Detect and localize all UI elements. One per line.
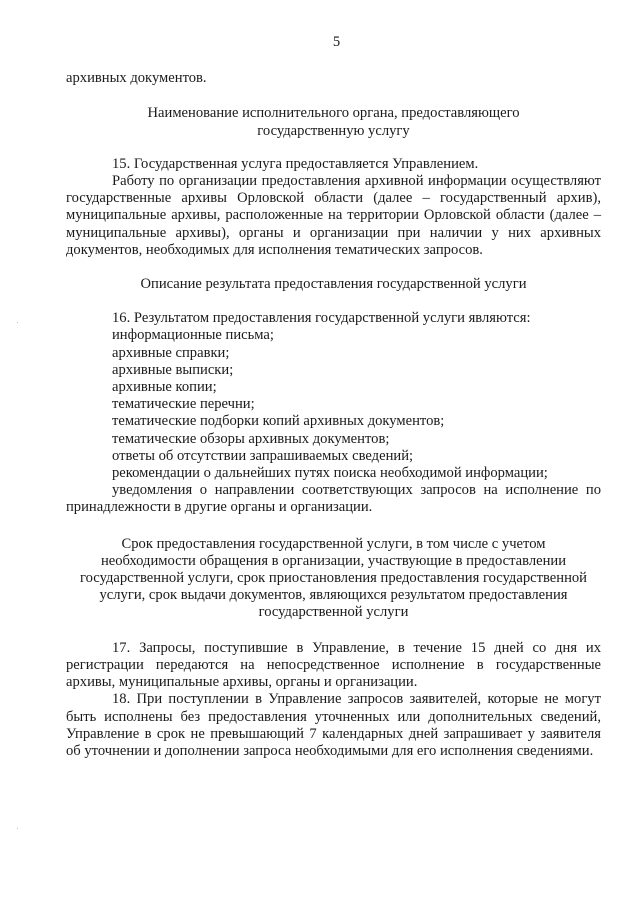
opening-fragment: архивных документов. (66, 70, 207, 87)
section-heading-line: государственную услугу (257, 122, 410, 139)
section-executive-body (66, 105, 601, 259)
result-list-item: информационные письма; (112, 327, 274, 344)
scan-speck (17, 828, 18, 829)
section-heading-line: Наименование исполнительного органа, предоставляющего (147, 105, 520, 122)
result-list-item: тематические обзоры архивных документов; (112, 430, 390, 447)
section-service-deadlines (66, 536, 601, 760)
paragraph-17: 17. Запросы, поступившие в Управление, в течение 15 дней со дня их регистрации передаются на непосредственное исполнение в государственные архивы, муниципальные архивы, органы и организации. (66, 639, 601, 691)
section-heading: Описание результата предоставления государственной услуги (140, 276, 527, 293)
result-list-item: рекомендации о дальнейших путях поиска необходимой информации; (112, 465, 548, 482)
paragraph-archives: Работу по организации предоставления архивной информации осуществляют государственные архивы Орловской области (далее – государственный архив), муниципальные архивы, расположенные на территории Орловской области (далее – муниципальные архивы), органы и организации при наличии у них архивных документов, необходимых для исполнения тематических запросов. (66, 173, 601, 258)
result-list-item: архивные выписки; (112, 361, 234, 378)
section-heading-line: услуги, срок выдачи документов, являющихся результатом предоставления (99, 587, 568, 604)
document-page (66, 34, 601, 760)
section-heading-line: государственной услуги (258, 604, 409, 621)
scan-speck (17, 322, 18, 323)
result-list-item: тематические подборки копий архивных документов; (112, 413, 445, 430)
section-heading (66, 105, 601, 139)
paragraph-18: 18. При поступлении в Управление запросов заявителей, которые не могут быть исполнены без предоставления уточненных или дополнительных сведений, Управление в срок не превышающий 7 календарных дней запрашивает у заявителя об уточнении и дополнении запроса необходимыми для его исполнения сведениями. (66, 691, 601, 759)
result-list-item: тематические перечни; (112, 396, 255, 413)
result-list-item: архивные справки; (112, 344, 230, 361)
result-list-item: архивные копии; (112, 379, 217, 396)
result-list-item: ответы об отсутствии запрашиваемых сведений; (112, 447, 414, 464)
result-list-item: уведомления о направлении соответствующих запросов на исполнение по принадлежности в другие органы и организации. (66, 482, 601, 516)
paragraph-16: 16. Результатом предоставления государственной услуги являются: (112, 310, 531, 327)
section-heading-line: необходимости обращения в организации, участвующие в предоставлении (100, 552, 567, 569)
section-heading-line: Срок предоставления государственной услуги, в том числе с учетом (121, 535, 546, 552)
paragraph-15: 15. Государственная услуга предоставляется Управлением. (112, 155, 479, 172)
section-heading-line: государственной услуги, срок приостановления предоставления государственной (80, 570, 587, 587)
section-service-result (66, 276, 601, 517)
page-number: 5 (332, 34, 341, 50)
section-heading (66, 536, 601, 622)
